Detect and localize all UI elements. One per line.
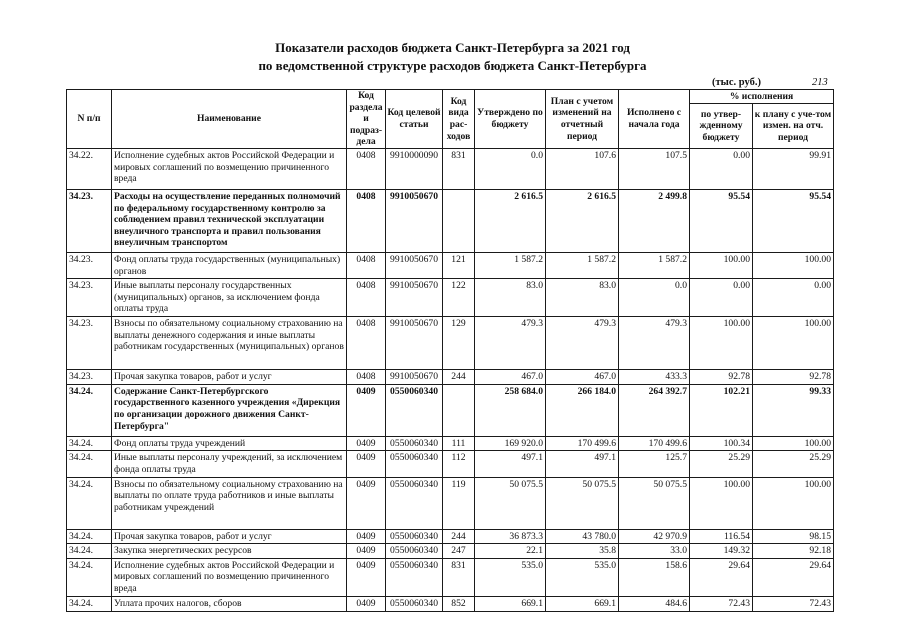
pct-plan-value: 72.43 [753,596,834,611]
executed-value: 170 499.6 [619,436,690,451]
plan-value: 107.6 [546,148,619,189]
executed-value: 264 392.7 [619,384,690,436]
plan-value: 170 499.6 [546,436,619,451]
row-number: 34.24. [67,451,112,477]
target-code: 0550060340 [386,477,443,529]
section-code: 0408 [347,317,386,370]
plan-value: 479.3 [546,317,619,370]
header-kind-code: Код вида рас-ходов [443,90,475,149]
executed-value: 479.3 [619,317,690,370]
target-code: 9910050670 [386,252,443,278]
approved-value: 22.1 [475,544,546,559]
approved-value: 479.3 [475,317,546,370]
row-number: 34.23. [67,279,112,317]
pct-plan-value: 95.54 [753,189,834,252]
row-number: 34.24. [67,558,112,596]
table-row [67,189,834,252]
plan-value: 497.1 [546,451,619,477]
kind-code [443,189,475,252]
approved-value: 50 075.5 [475,477,546,529]
target-code: 0550060340 [386,596,443,611]
approved-value: 2 616.5 [475,189,546,252]
row-name: Уплата прочих налогов, сборов [112,596,347,611]
plan-value: 50 075.5 [546,477,619,529]
row-number: 34.23. [67,189,112,252]
section-code: 0409 [347,558,386,596]
executed-value: 484.6 [619,596,690,611]
approved-value: 467.0 [475,370,546,385]
table-row [67,544,834,559]
pct-approved-value: 100.00 [690,252,753,278]
executed-value: 50 075.5 [619,477,690,529]
table-row [67,596,834,611]
document-title: Показатели расходов бюджета Санкт-Петербурга за 2021 год [275,40,630,55]
pct-approved-value: 0.00 [690,279,753,317]
plan-value: 266 184.0 [546,384,619,436]
section-code: 0409 [347,451,386,477]
pct-plan-value: 98.15 [753,529,834,544]
row-number: 34.22. [67,148,112,189]
pct-plan-value: 100.00 [753,477,834,529]
target-code: 0550060340 [386,529,443,544]
section-code: 0408 [347,189,386,252]
section-code: 0408 [347,370,386,385]
row-number: 34.23. [67,370,112,385]
row-name: Расходы на осуществление переданных полномочий по федеральному государственному контролю за соблюдением правил технической эксплуатации внеуличного транспорта и правил пользования внеуличным транспортом [112,189,347,252]
pct-plan-value: 25.29 [753,451,834,477]
section-code: 0409 [347,596,386,611]
target-code: 9910050670 [386,189,443,252]
table-row [67,317,834,370]
pct-approved-value: 0.00 [690,148,753,189]
row-number: 34.24. [67,544,112,559]
pct-approved-value: 116.54 [690,529,753,544]
plan-value: 467.0 [546,370,619,385]
header-percent-group: % исполнения [690,90,834,104]
table-row [67,477,834,529]
row-name: Взносы по обязательному социальному страхованию на выплаты денежного содержания и иные выплаты работникам государственных (муниципальных) органов [112,317,347,370]
row-name: Прочая закупка товаров, работ и услуг [112,529,347,544]
section-code: 0408 [347,252,386,278]
header-target-code: Код целевой статьи [386,90,443,149]
header-pct-plan: к плану с уче-том измен. на отч. период [753,104,834,149]
header-section-code: Код раздела и подраз-дела [347,90,386,149]
executed-value: 158.6 [619,558,690,596]
section-code: 0409 [347,477,386,529]
header-plan: План с учетом изменений на отчетный период [546,90,619,149]
approved-value: 36 873.3 [475,529,546,544]
approved-value: 258 684.0 [475,384,546,436]
approved-value: 1 587.2 [475,252,546,278]
pct-approved-value: 25.29 [690,451,753,477]
table-body [67,148,834,611]
section-code: 0409 [347,384,386,436]
approved-value: 83.0 [475,279,546,317]
pct-approved-value: 95.54 [690,189,753,252]
kind-code: 247 [443,544,475,559]
kind-code: 244 [443,529,475,544]
target-code: 9910050670 [386,370,443,385]
plan-value: 669.1 [546,596,619,611]
header-pct-approved: по утвер-жденному бюджету [690,104,753,149]
header-executed: Исполнено с начала года [619,90,690,149]
pct-approved-value: 29.64 [690,558,753,596]
row-name: Иные выплаты персоналу учреждений, за исключением фонда оплаты труда [112,451,347,477]
pct-plan-value: 99.91 [753,148,834,189]
table-row [67,148,834,189]
pct-approved-value: 100.00 [690,477,753,529]
kind-code [443,384,475,436]
section-code: 0409 [347,436,386,451]
pct-approved-value: 100.00 [690,317,753,370]
target-code: 0550060340 [386,558,443,596]
table-row [67,384,834,436]
section-code: 0409 [347,544,386,559]
executed-value: 107.5 [619,148,690,189]
row-number: 34.23. [67,252,112,278]
kind-code: 244 [443,370,475,385]
plan-value: 43 780.0 [546,529,619,544]
pct-plan-value: 29.64 [753,558,834,596]
row-number: 34.24. [67,384,112,436]
units-label: (тыс. руб.) [712,77,761,88]
executed-value: 0.0 [619,279,690,317]
table-row [67,451,834,477]
approved-value: 169 920.0 [475,436,546,451]
table-row [67,370,834,385]
kind-code: 121 [443,252,475,278]
target-code: 9910000090 [386,148,443,189]
row-name: Фонд оплаты труда государственных (муниципальных) органов [112,252,347,278]
pct-plan-value: 92.78 [753,370,834,385]
approved-value: 535.0 [475,558,546,596]
pct-approved-value: 92.78 [690,370,753,385]
kind-code: 119 [443,477,475,529]
header-num: N п/п [67,90,112,149]
approved-value: 0.0 [475,148,546,189]
row-name: Прочая закупка товаров, работ и услуг [112,370,347,385]
row-number: 34.24. [67,596,112,611]
header-approved: Утверждено по бюджету [475,90,546,149]
executed-value: 125.7 [619,451,690,477]
target-code: 0550060340 [386,436,443,451]
table-row [67,558,834,596]
pct-plan-value: 99.33 [753,384,834,436]
kind-code: 122 [443,279,475,317]
kind-code: 112 [443,451,475,477]
executed-value: 33.0 [619,544,690,559]
row-number: 34.23. [67,317,112,370]
executed-value: 1 587.2 [619,252,690,278]
plan-value: 1 587.2 [546,252,619,278]
row-name: Закупка энергетических ресурсов [112,544,347,559]
pct-plan-value: 0.00 [753,279,834,317]
plan-value: 83.0 [546,279,619,317]
row-name: Исполнение судебных актов Российской Федерации и мировых соглашений по возмещению причиненного вреда [112,148,347,189]
section-code: 0408 [347,148,386,189]
budget-table [66,89,834,612]
kind-code: 852 [443,596,475,611]
approved-value: 669.1 [475,596,546,611]
kind-code: 129 [443,317,475,370]
row-name: Иные выплаты персоналу государственных (муниципальных) органов, за исключением фонда оплаты труда [112,279,347,317]
section-code: 0408 [347,279,386,317]
pct-approved-value: 102.21 [690,384,753,436]
row-name: Фонд оплаты труда учреждений [112,436,347,451]
target-code: 9910050670 [386,317,443,370]
row-number: 34.24. [67,529,112,544]
table-row [67,529,834,544]
pct-plan-value: 100.00 [753,436,834,451]
row-name: Содержание Санкт-Петербургского государственного казенного учреждения «Дирекция по организации дорожного движения Санкт-Петербурга" [112,384,347,436]
page-number: 213 [812,77,828,88]
kind-code: 831 [443,558,475,596]
executed-value: 433.3 [619,370,690,385]
table-row [67,252,834,278]
document-subtitle: по ведомственной структуре расходов бюджета Санкт-Петербурга [258,58,647,73]
pct-approved-value: 100.34 [690,436,753,451]
pct-approved-value: 72.43 [690,596,753,611]
row-number: 34.24. [67,477,112,529]
table-header [67,90,834,149]
section-code: 0409 [347,529,386,544]
target-code: 9910050670 [386,279,443,317]
row-name: Взносы по обязательному социальному страхованию на выплаты по оплате труда работников и иные выплаты работникам учреждений [112,477,347,529]
pct-approved-value: 149.32 [690,544,753,559]
executed-value: 2 499.8 [619,189,690,252]
table-row [67,279,834,317]
pct-plan-value: 100.00 [753,317,834,370]
kind-code: 831 [443,148,475,189]
target-code: 0550060340 [386,384,443,436]
approved-value: 497.1 [475,451,546,477]
kind-code: 111 [443,436,475,451]
pct-plan-value: 92.18 [753,544,834,559]
pct-plan-value: 100.00 [753,252,834,278]
target-code: 0550060340 [386,451,443,477]
plan-value: 535.0 [546,558,619,596]
plan-value: 2 616.5 [546,189,619,252]
row-number: 34.24. [67,436,112,451]
target-code: 0550060340 [386,544,443,559]
table-row [67,436,834,451]
plan-value: 35.8 [546,544,619,559]
header-name: Наименование [112,90,347,149]
row-name: Исполнение судебных актов Российской Федерации и мировых соглашений по возмещению причиненного вреда [112,558,347,596]
executed-value: 42 970.9 [619,529,690,544]
